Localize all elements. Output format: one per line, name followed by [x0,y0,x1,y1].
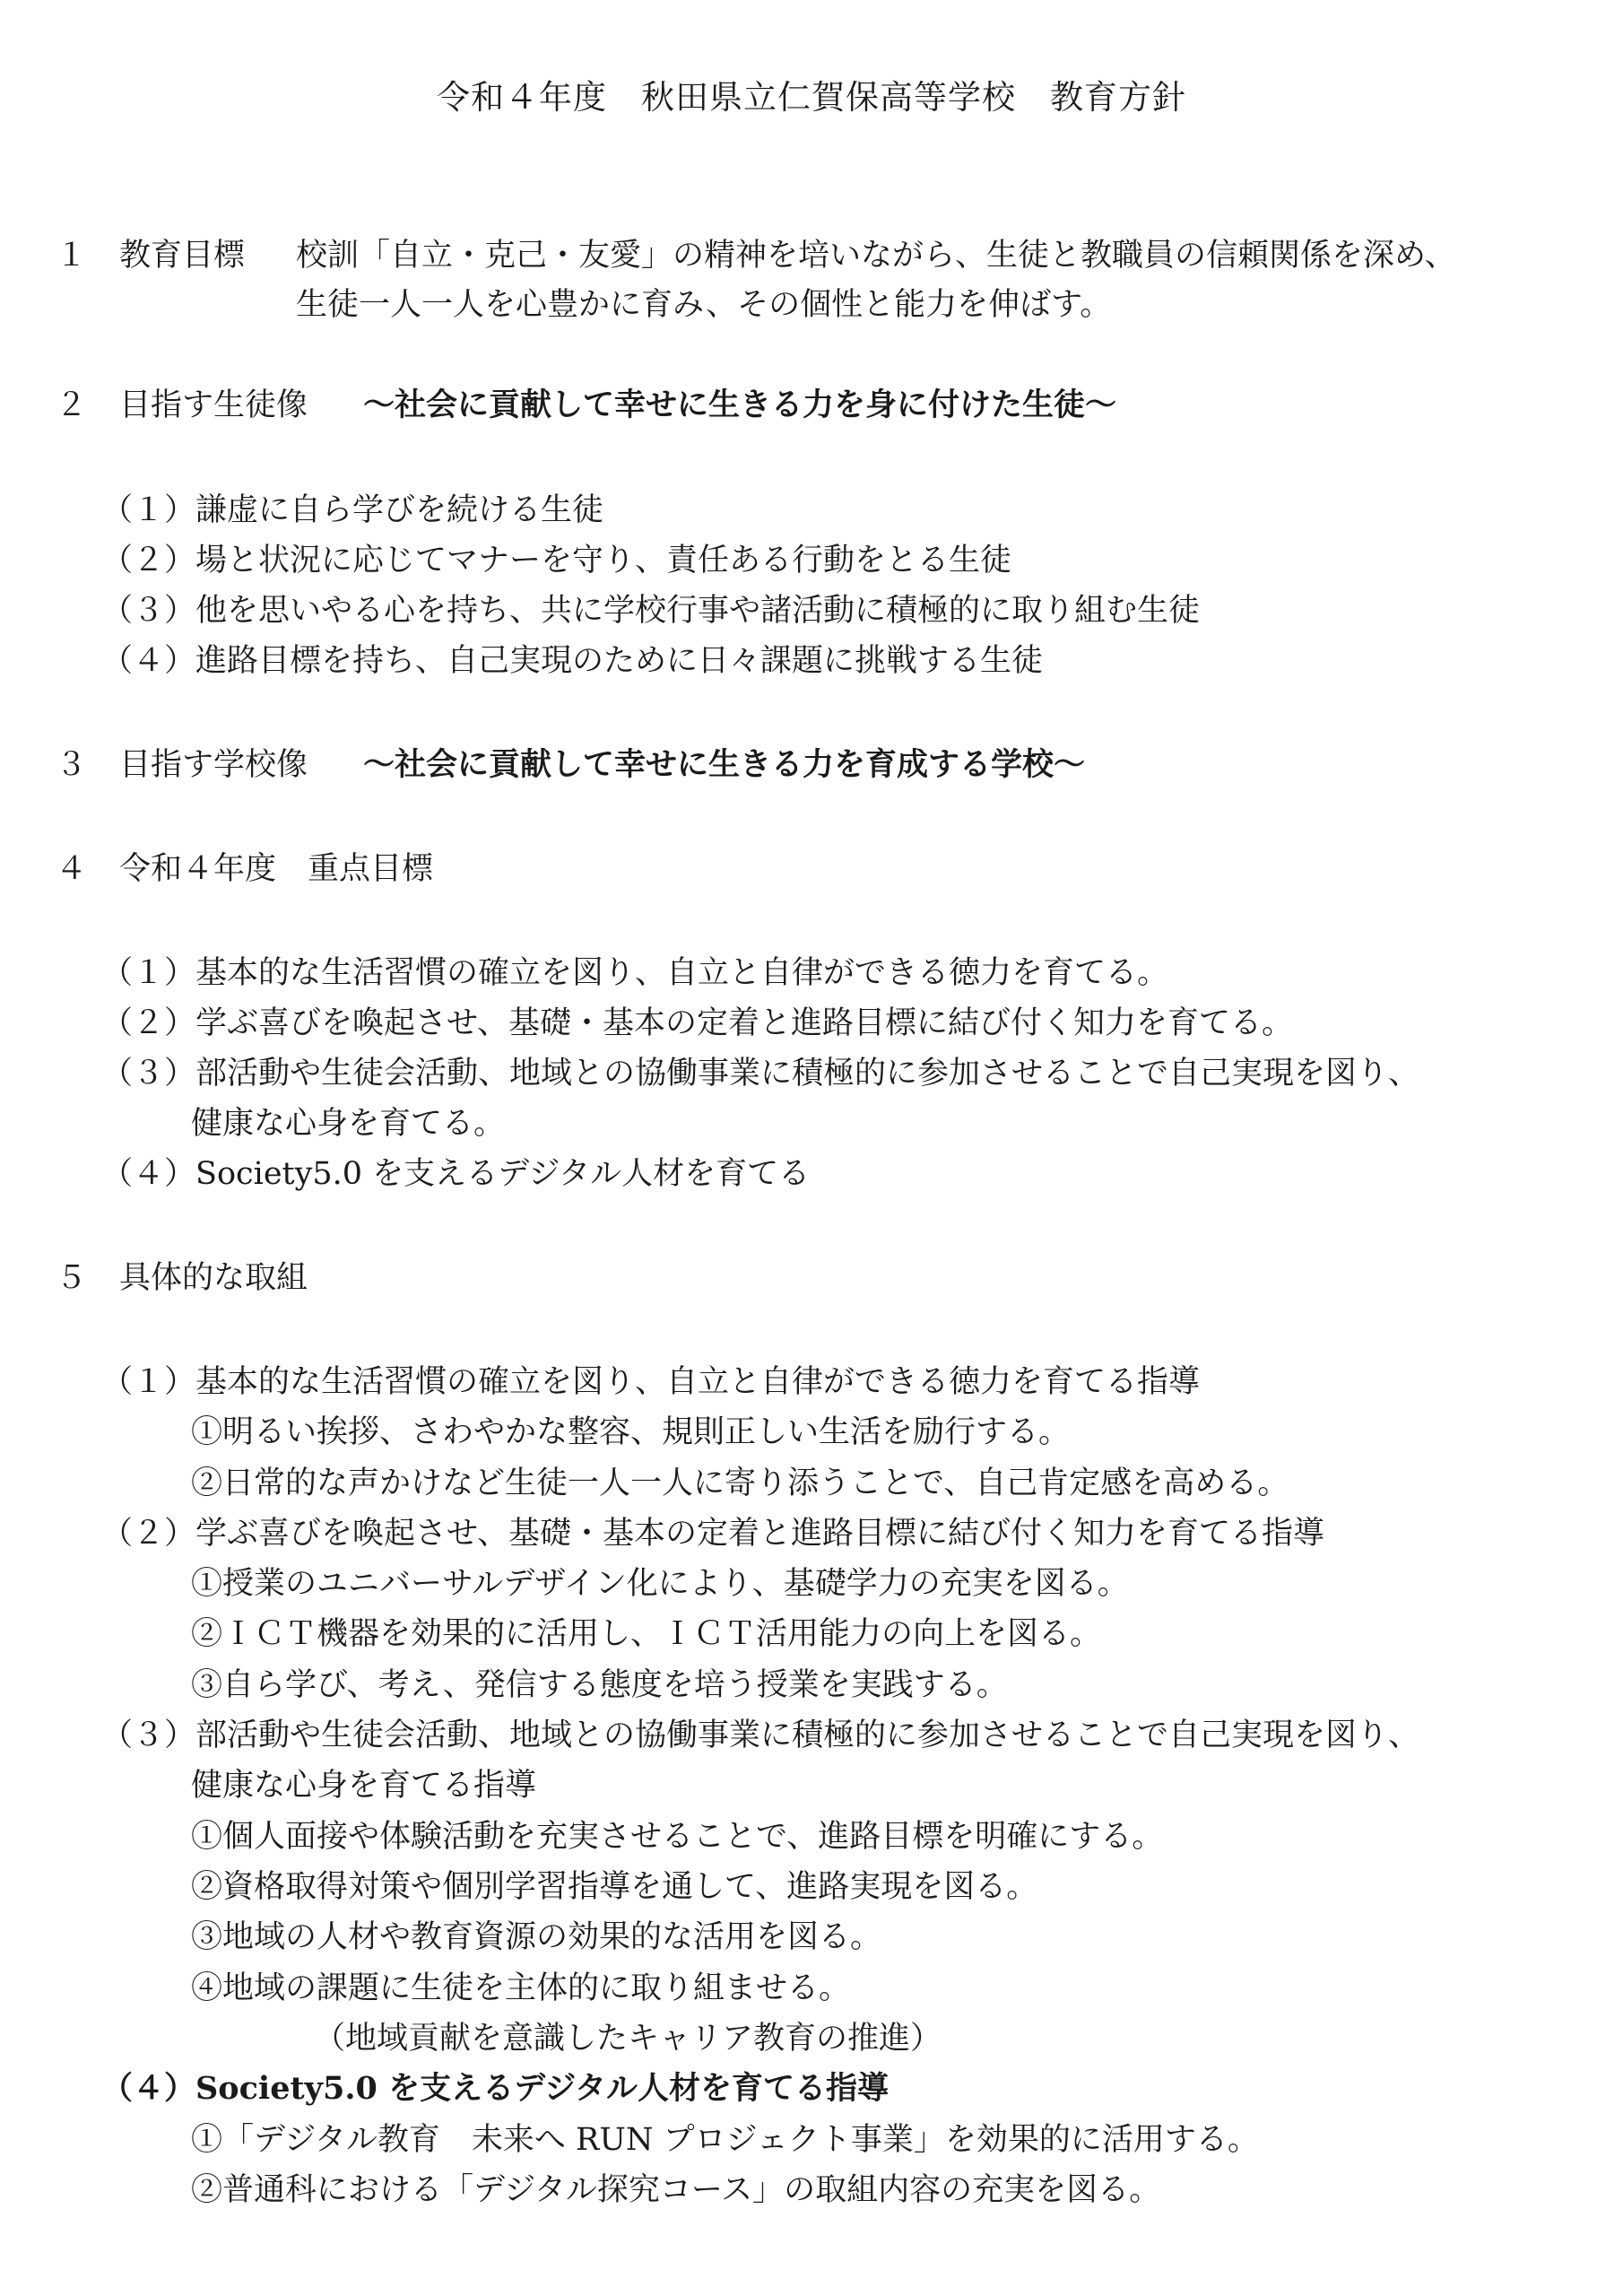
section-5-line-10: ①個人面接や体験活動を充実させることで、進路目標を明確にする。 [191,1819,1164,1855]
section-4-item-4: （４）Society5.0 を支えるデジタル人材を育てる [101,1156,811,1192]
section-2-item-3: （３）他を思いやる心を持ち、共に学校行事や諸活動に積極的に取り組む生徒 [101,593,1201,629]
section-5-line-6: ②ＩＣＴ機器を効果的に活用し、ＩＣＴ活用能力の向上を図る。 [191,1616,1102,1652]
section-5-line-5: ①授業のユニバーサルデザイン化により、基礎学力の充実を図る。 [191,1566,1129,1602]
section-4-item-3: （３）部活動や生徒会活動、地域との協働事業に積極的に参加させることで自己実現を図り、 [101,1056,1420,1091]
section-4-item-1: （１）基本的な生活習慣の確立を図り、自立と自律ができる徳力を育てる。 [101,955,1169,991]
section-5-line-9: 健康な心身を育てる指導 [191,1768,537,1804]
section-2-number: ２ [56,387,88,423]
section-3-motto: ～社会に貢献して幸せに生きる力を育成する学校～ [363,746,1086,783]
section-3-heading: 目指す学校像 [119,747,308,783]
section-5-line-14: （地域貢献を意識したキャリア教育の推進） [314,2021,942,2057]
section-5-heading: 具体的な取組 [119,1260,308,1296]
section-4-item-2: （２）学ぶ喜びを喚起させ、基礎・基本の定着と進路目標に結び付く知力を育てる。 [101,1005,1293,1041]
section-2-item-2: （２）場と状況に応じてマナーを守り、責任ある行動をとる生徒 [101,543,1012,578]
section-4-heading: 令和４年度 重点目標 [119,851,434,887]
section-2-item-4: （４）進路目標を持ち、自己実現のために日々課題に挑戦する生徒 [101,643,1044,679]
document-title: 令和４年度 秋田県立仁賀保高等学校 教育方針 [437,78,1186,117]
section-1-number: １ [56,238,88,274]
section-5-line-13: ④地域の課題に生徒を主体的に取り組ませる。 [191,1970,851,2006]
section-4-item-3-continued: 健康な心身を育てる。 [191,1106,506,1142]
section-5-number: ５ [56,1260,88,1296]
section-5-line-12: ③地域の人材や教育資源の効果的な活用を図る。 [191,1919,882,1955]
section-5-line-3: ②日常的な声かけなど生徒一人一人に寄り添うことで、自己肯定感を高める。 [191,1465,1289,1501]
section-5-line-8: （３）部活動や生徒会活動、地域との協働事業に積極的に参加させることで自己実現を図り、 [101,1718,1420,1753]
section-5-line-11: ②資格取得対策や個別学習指導を通して、進路実現を図る。 [191,1869,1038,1905]
section-5-line-4: （２）学ぶ喜びを喚起させ、基礎・基本の定着と進路目標に結び付く知力を育てる指導 [101,1516,1324,1552]
section-1-heading: 教育目標 [119,238,246,274]
section-2-motto: ～社会に貢献して幸せに生きる力を身に付けた生徒～ [363,387,1117,423]
section-1-text-line-2: 生徒一人一人を心豊かに育み、その個性と能力を伸ばす。 [296,287,1112,323]
section-4-number: ４ [56,851,88,887]
section-2-heading: 目指す生徒像 [119,387,308,423]
section-5-line-1: （１）基本的な生活習慣の確立を図り、自立と自律ができる徳力を育てる指導 [101,1364,1201,1400]
section-5-line-2: ①明るい挨拶、さわやかな整容、規則正しい生活を励行する。 [191,1414,1071,1450]
section-2-item-1: （１）謙虚に自ら学びを続ける生徒 [101,492,604,528]
section-5-line-7: ③自ら学び、考え、発信する態度を培う授業を実践する。 [191,1667,1008,1703]
section-1-text-line-1: 校訓「自立・克己・友愛」の精神を培いながら、生徒と教職員の信頼関係を深め、 [296,238,1456,274]
section-5-line-15: （４）Society5.0 を支えるデジタル人材を育てる指導 [101,2070,889,2107]
section-5-line-16: ①「デジタル教育 未来へ RUN プロジェクト事業」を効果的に活用する。 [191,2122,1259,2158]
section-5-line-17: ②普通科における「デジタル探究コース」の取組内容の充実を図る。 [191,2172,1161,2208]
section-3-number: ３ [56,747,88,783]
